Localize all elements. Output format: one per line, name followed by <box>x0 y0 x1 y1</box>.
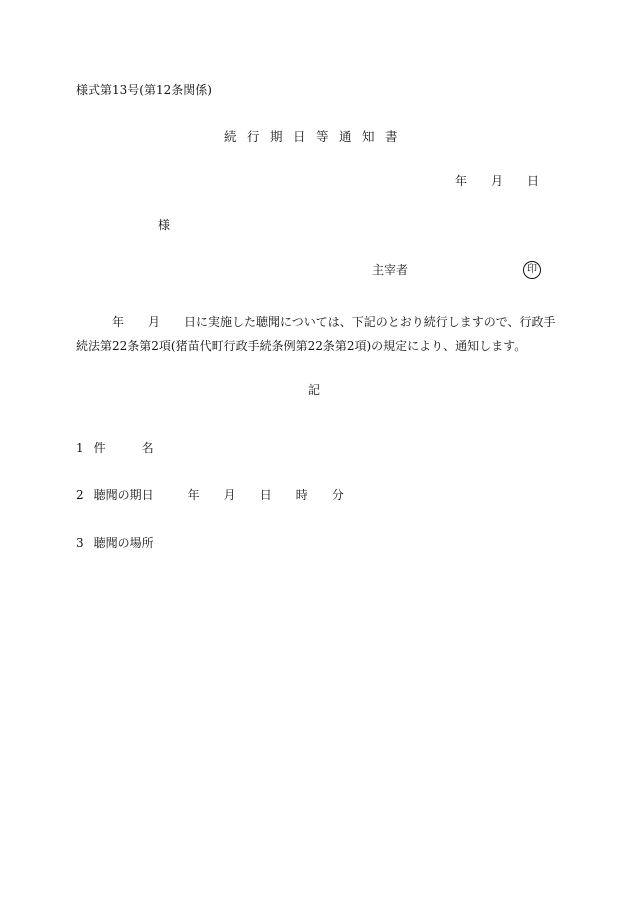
ki-label: 記 <box>308 383 321 397</box>
body-paragraph <box>76 310 556 358</box>
body-month: 月 <box>148 315 161 329</box>
addressee-suffix: 様 <box>158 218 171 232</box>
date-day: 日 <box>527 174 540 188</box>
document-title: 続行期日等通知書 <box>224 129 409 144</box>
item-label: 聴聞の場所 <box>93 536 154 550</box>
hearing-day: 日 <box>259 488 272 502</box>
item-label: 件 名 <box>93 441 154 455</box>
hearing-month: 月 <box>223 488 236 502</box>
body-text-line2: 続法第22条第2項(猪苗代町行政手続条例第22条第2項)の規定により、通知します。 <box>76 339 527 353</box>
item-subject <box>76 442 154 454</box>
seal-mark: 印 <box>523 261 541 279</box>
hearing-hour: 時 <box>295 488 308 502</box>
item-number: 1 <box>76 441 84 455</box>
date-year: 年 <box>455 174 468 188</box>
form-number: 様式第13号(第12条関係) <box>76 83 212 97</box>
sender-title: 主宰者 <box>372 263 409 277</box>
body-text-line1: 日に実施した聴聞については、下記のとおり続行しますので、行政手 <box>184 315 556 329</box>
hearing-year: 年 <box>187 488 200 502</box>
item-label: 聴聞の期日 <box>93 488 154 502</box>
body-year: 年 <box>112 315 125 329</box>
item-hearing-place <box>76 537 154 549</box>
item-hearing-date <box>76 489 344 501</box>
hearing-minute: 分 <box>331 488 344 502</box>
date-month: 月 <box>491 174 504 188</box>
date-line <box>455 175 539 187</box>
item-number: 3 <box>76 536 84 550</box>
item-number: 2 <box>76 488 84 502</box>
